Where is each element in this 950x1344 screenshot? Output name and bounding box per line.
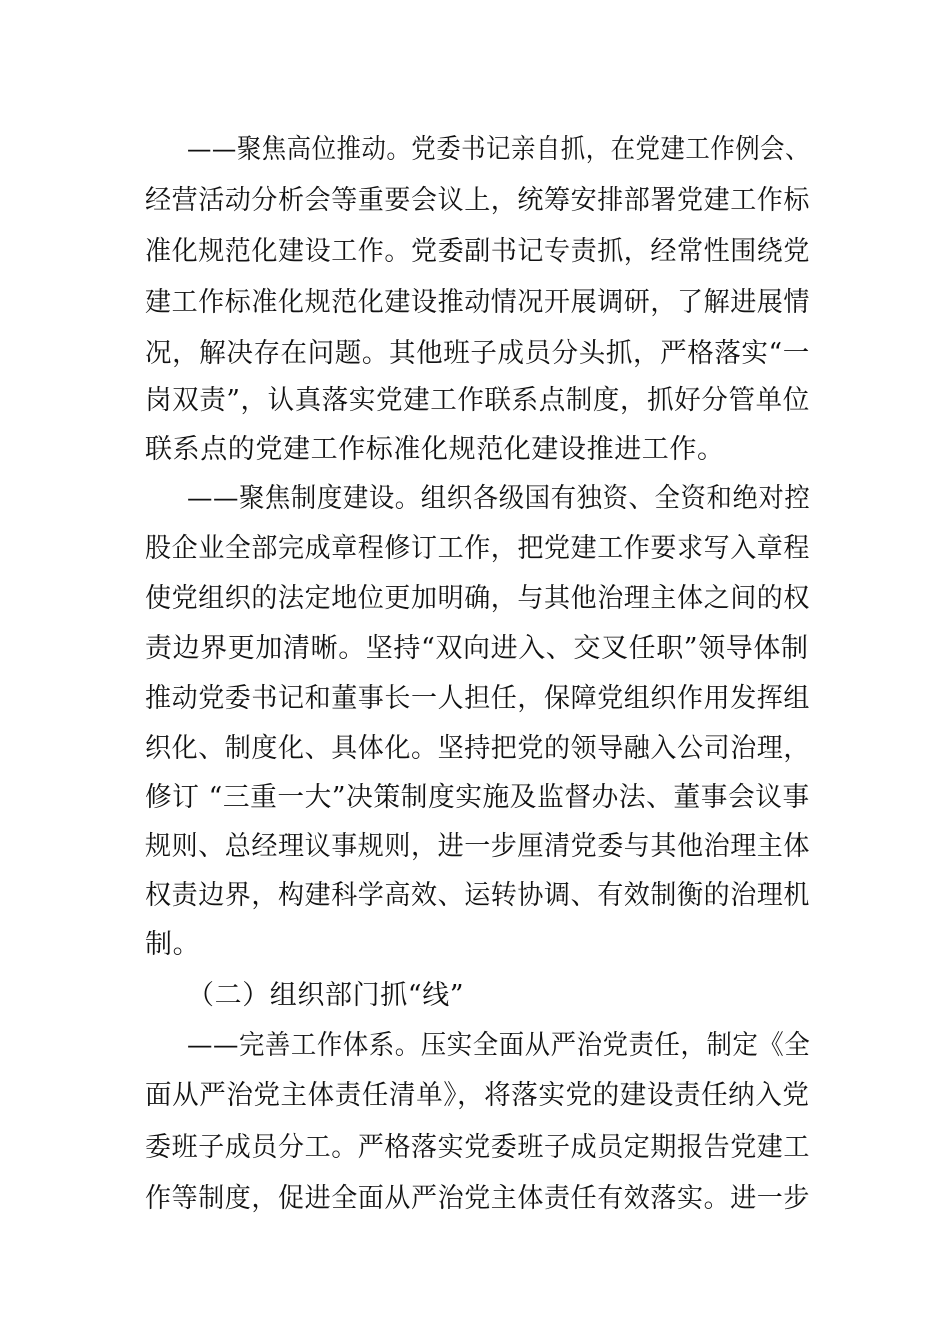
text-line: 股企业全部完成章程修订工作，把党建工作要求写入章程 [145, 533, 810, 564]
text-line: 责边界更加清晰。坚持“双向进入、交叉任职”领导体制 [145, 633, 809, 664]
text-line: 委班子成员分工。严格落实党委班子成员定期报告党建工 [145, 1132, 810, 1163]
section-heading: （二）组织部门抓“线” [187, 980, 465, 1011]
text-line: 推动党委书记和董事长一人担任，保障党组织作用发挥组 [145, 683, 810, 714]
text-line: 面从严治党主体责任清单》，将落实党的建设责任纳入党 [145, 1080, 810, 1111]
text-line: 作等制度，促进全面从严治党主体责任有效落实。进一步 [145, 1183, 810, 1214]
text-line: 制。 [145, 929, 201, 960]
text-line: 联系点的党建工作标准化规范化建设推进工作。 [145, 434, 725, 465]
text-line: 使党组织的法定地位更加明确，与其他治理主体之间的权 [145, 583, 810, 614]
text-line: 权责边界，构建科学高效、运转协调、有效制衡的治理机 [145, 880, 810, 911]
text-line: 织化、制度化、具体化。坚持把党的领导融入公司治理， [145, 733, 810, 764]
text-line: 岗双责”，认真落实党建工作联系点制度，抓好分管单位 [145, 385, 810, 416]
text-line: ——聚焦制度建设。组织各级国有独资、全资和绝对控 [187, 483, 811, 514]
text-line: ——聚焦高位推动。党委书记亲自抓，在党建工作例会、 [187, 134, 810, 165]
text-line: 经营活动分析会等重要会议上，统筹安排部署党建工作标 [145, 185, 810, 216]
text-line: 准化规范化建设工作。党委副书记专责抓，经常性围绕党 [145, 236, 810, 267]
text-line: 规则、总经理议事规则，进一步厘清党委与其他治理主体 [145, 831, 810, 862]
text-line: 修订 “三重一大”决策制度实施及监督办法、董事会议事 [145, 782, 810, 813]
text-line: 况，解决存在问题。其他班子成员分头抓，严格落实“一 [145, 338, 810, 369]
text-line: 建工作标准化规范化建设推动情况开展调研，了解进展情 [145, 287, 810, 318]
text-line: ——完善工作体系。压实全面从严治党责任，制定《全 [187, 1030, 811, 1061]
